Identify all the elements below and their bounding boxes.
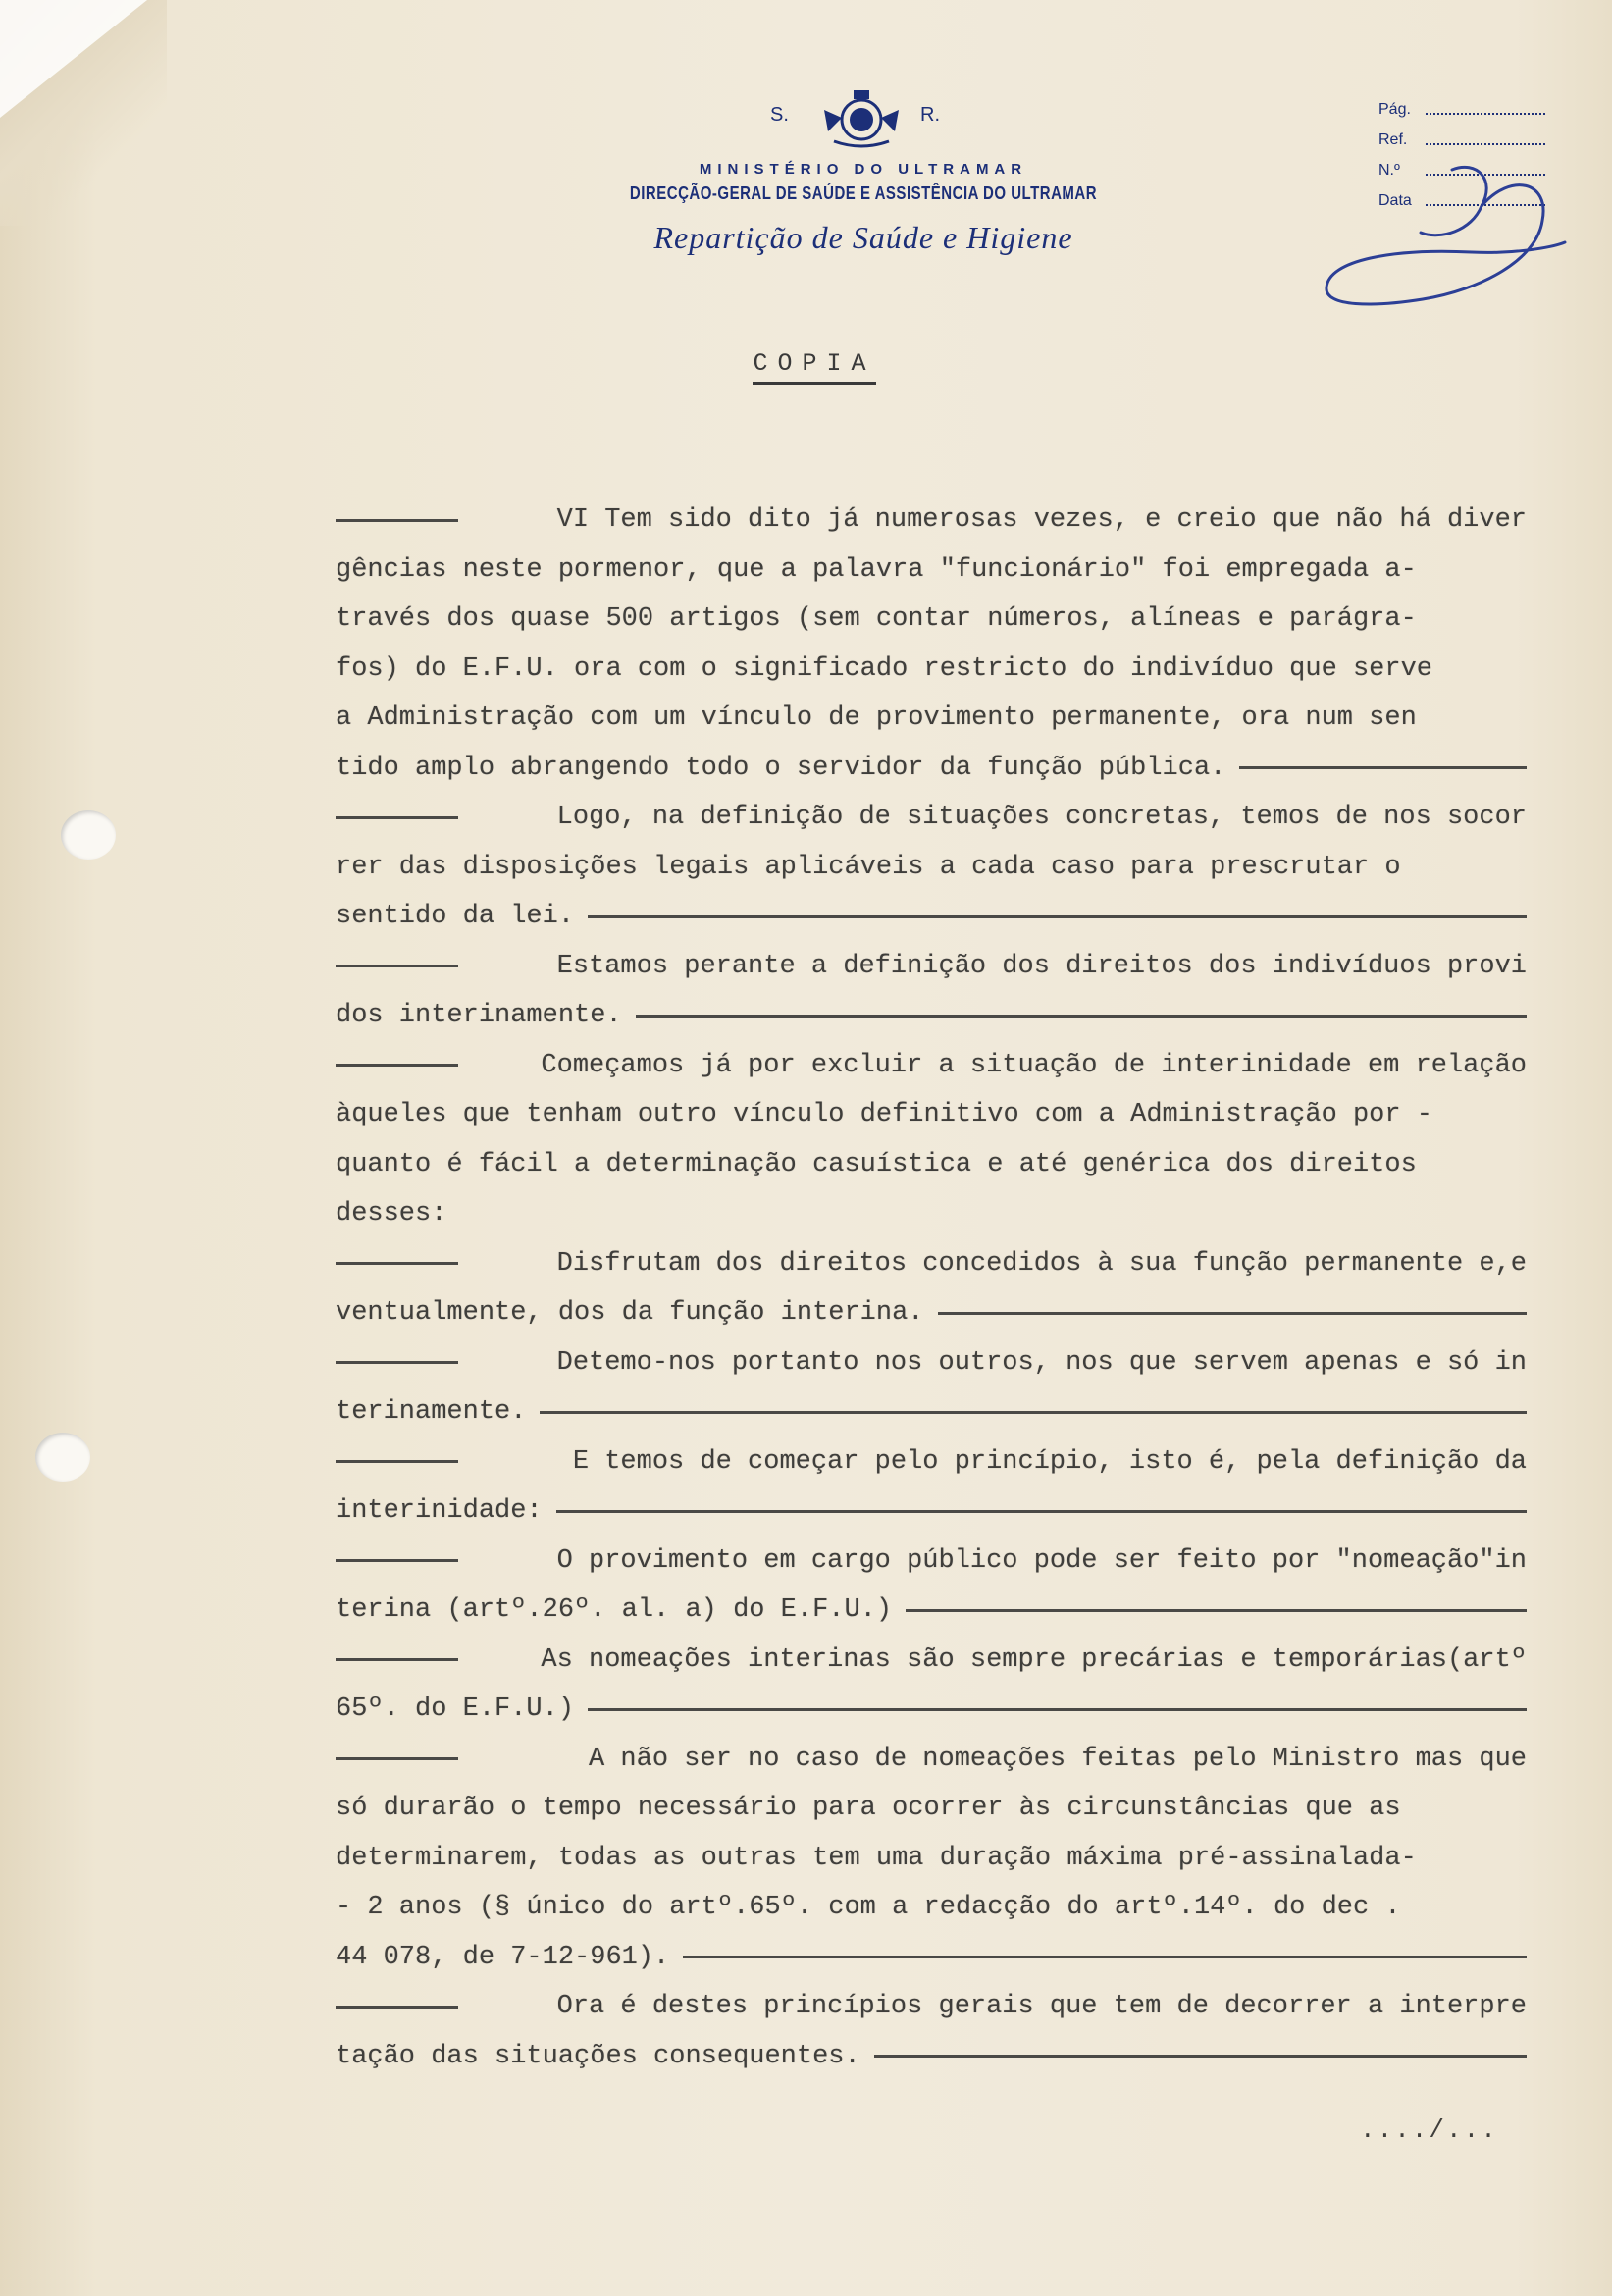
line-fill [636, 1015, 1527, 1018]
line-dash [336, 1658, 458, 1661]
text-line: só durarão o tempo necessário para ocorrer às circunstâncias que as [336, 1794, 1401, 1823]
title-text: COPIA [753, 349, 875, 385]
text-line: Logo, na definição de situações concretas, temos de nos socor [336, 793, 1527, 843]
text-line: - 2 anos (§ único do artº.65º. com a redacção do artº.14º. do dec . [336, 1893, 1401, 1922]
coat-of-arms-icon [820, 88, 903, 149]
text-line: O provimento em cargo público pode ser feito por "nomeação"in [336, 1537, 1527, 1587]
text-line: 65º. do E.F.U.) [336, 1685, 1527, 1735]
line-fill [1239, 766, 1527, 769]
punch-hole [35, 1433, 90, 1482]
text-line: Disfrutam dos direitos concedidos à sua função permanente e,e [336, 1239, 1527, 1289]
text-line: terina (artº.26º. al. a) do E.F.U.) [336, 1586, 1527, 1636]
pag-label: Pág. [1378, 101, 1411, 118]
text-line: VI Tem sido dito já numerosas vezes, e creio que não há diver [336, 496, 1527, 546]
line-dash [336, 519, 458, 522]
line-dash [336, 2006, 458, 2009]
text-line: tido amplo abrangendo todo o servidor da função pública. [336, 744, 1527, 794]
ref-label: Ref. [1378, 131, 1408, 148]
text-line: a Administração com um vínculo de provimento permanente, ora num sen [336, 704, 1417, 733]
line-dash [336, 1064, 458, 1067]
text-line: interinidade: [336, 1487, 1527, 1537]
text-line: terinamente. [336, 1387, 1527, 1437]
letterhead [589, 88, 1138, 256]
text-line: E temos de começar pelo princípio, isto é, pela definição da [336, 1437, 1527, 1487]
text-line: fos) do E.F.U. ora com o significado restricto do indivíduo que serve [336, 653, 1432, 684]
text-line: través dos quase 500 artigos (sem contar números, alíneas e parágra- [336, 604, 1417, 634]
text-line: Estamos perante a definição dos direitos dos indivíduos provi [336, 942, 1527, 992]
line-fill [556, 1510, 1527, 1513]
text-line: Ora é destes princípios gerais que tem de decorrer a interpre [336, 1982, 1527, 2032]
data-label: Data [1378, 192, 1412, 209]
continuation-mark: ..../... [1360, 2115, 1498, 2145]
line-dash [336, 1757, 458, 1760]
pag-dots [1426, 113, 1545, 115]
line-fill [588, 1708, 1527, 1711]
line-fill [588, 915, 1527, 918]
text-line: dos interinamente. [336, 991, 1527, 1041]
text-line: ventualmente, dos da função interina. [336, 1288, 1527, 1338]
line-dash [336, 965, 458, 967]
direccao-geral: DIRECÇÃO-GERAL DE SAÚDE E ASSISTÊNCIA DO ULTRAMAR [629, 183, 1098, 205]
letterhead-s: S. [770, 104, 789, 126]
handwritten-signature [1315, 162, 1570, 319]
text-line: gências neste pormenor, que a palavra "funcionário" foi empregada a- [336, 554, 1417, 585]
line-dash [336, 1559, 458, 1562]
text-line: A não ser no caso de nomeações feitas pelo Ministro mas que [336, 1735, 1527, 1785]
line-dash [336, 816, 458, 819]
document-title [667, 349, 962, 378]
line-fill [874, 2055, 1527, 2058]
torn-corner [0, 0, 147, 118]
line-fill [540, 1411, 1527, 1414]
punch-hole [61, 810, 116, 860]
line-fill [683, 1956, 1527, 1958]
line-fill [938, 1312, 1528, 1315]
text-line: quanto é fácil a determinação casuística e até genérica dos direitos [336, 1149, 1417, 1179]
line-dash [336, 1262, 458, 1265]
line-dash [336, 1460, 458, 1463]
ref-dots [1426, 143, 1545, 145]
ministry-name: MINISTÉRIO DO ULTRAMAR [699, 161, 1028, 178]
line-dash [336, 1361, 458, 1364]
text-line: 44 078, de 7-12-961). [336, 1933, 1527, 1983]
text-line: sentido da lei. [336, 892, 1527, 942]
text-line: Detemo-nos portanto nos outros, nos que servem apenas e só in [336, 1338, 1527, 1388]
text-line: desses: [336, 1199, 447, 1228]
text-line: àqueles que tenham outro vínculo definitivo com a Administração por - [336, 1100, 1432, 1129]
reparticao-name: Repartição de Saúde e Higiene [653, 220, 1073, 255]
numero-label: N.º [1378, 162, 1400, 179]
text-line: determinarem, todas as outras tem uma duração máxima pré-assinalada- [336, 1843, 1417, 1873]
line-fill [906, 1609, 1527, 1612]
text-line: Começamos já por excluir a situação de interinidade em relação [336, 1041, 1527, 1091]
typed-body [336, 496, 1527, 2081]
text-line: tação das situações consequentes. [336, 2032, 1527, 2082]
letterhead-r: R. [920, 104, 940, 126]
text-line: rer das disposições legais aplicáveis a cada caso para prescrutar o [336, 852, 1401, 882]
text-line: As nomeações interinas são sempre precárias e temporárias(artº [336, 1636, 1527, 1686]
